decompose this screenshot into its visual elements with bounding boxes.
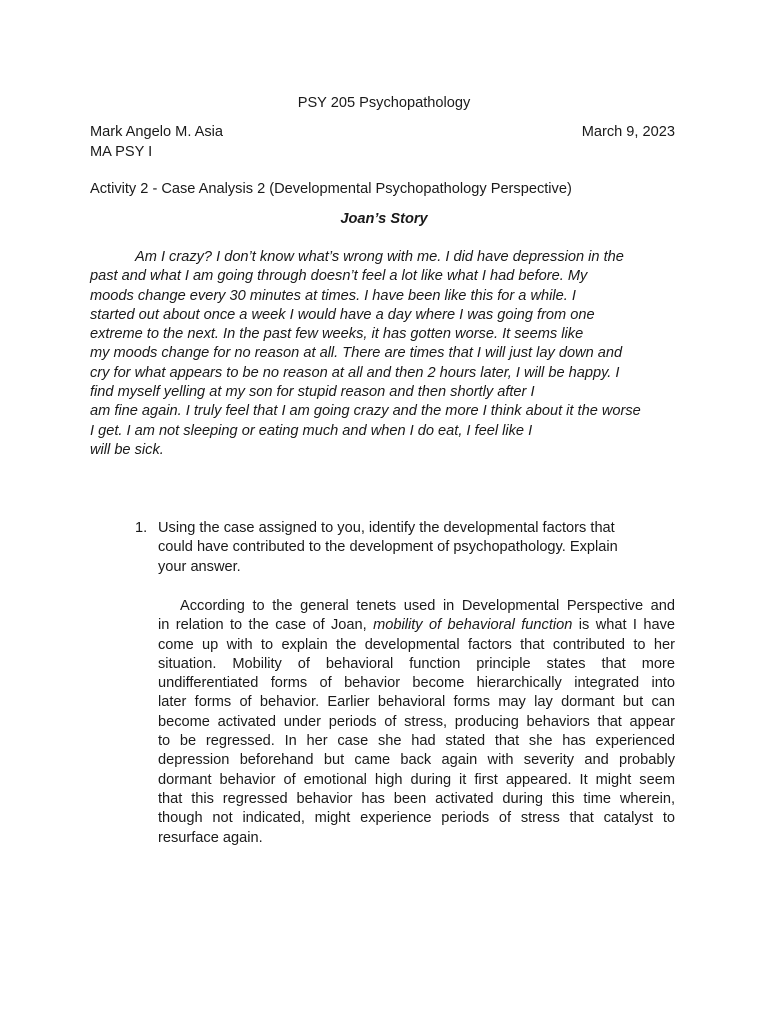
answer-line: that this regressed behavior has been activated during this time wherein, xyxy=(158,790,675,807)
story-paragraph xyxy=(90,248,690,460)
story-line: cry for what appears to be no reason at all and then 2 hours later, I will be happy. I xyxy=(90,364,620,381)
author-name: Mark Angelo M. Asia xyxy=(90,124,224,140)
answer-line: situation. Mobility of behavioral function principle states that more xyxy=(158,655,675,672)
answer-text: is what I have xyxy=(572,617,675,634)
question-line: Using the case assigned to you, identify the developmental factors that xyxy=(158,520,615,536)
story-line: moods change every 30 minutes at times. I have been like this for a while. I xyxy=(90,287,576,304)
answer-line: though not indicated, might experience periods of stress that catalyst to xyxy=(158,810,675,827)
story-line: past and what I am going through doesn’t feel a lot like what I had before. My xyxy=(90,268,588,285)
activity-title: Activity 2 - Case Analysis 2 (Developmental Psychopathology Perspective) xyxy=(90,181,572,197)
question-line: could have contributed to the development of psychopathology. Explain xyxy=(158,539,618,556)
answer-line: resurface again. xyxy=(158,829,263,846)
answer-line: dormant behavior of emotional high during it first appeared. It might seem xyxy=(158,771,675,788)
answer-line: depression beforehand but came back again with severity and probably xyxy=(158,752,675,769)
story-line: Am I crazy? I don’t know what’s wrong with me. I did have depression in the xyxy=(135,249,624,265)
program-label: MA PSY I xyxy=(90,144,153,160)
answer-emphasis: mobility of behavioral function xyxy=(373,617,573,634)
question-line: your answer. xyxy=(158,558,241,575)
course-title: PSY 205 Psychopathology xyxy=(297,95,471,111)
story-line: I get. I am not sleeping or eating much and when I do eat, I feel like I xyxy=(90,422,533,439)
story-line: my moods change for no reason at all. There are times that I will just lay down and xyxy=(90,345,623,362)
document-date: March 9, 2023 xyxy=(581,124,675,140)
answer-line: According to the general tenets used in Developmental Perspective and xyxy=(180,598,675,614)
answer-paragraph xyxy=(158,597,675,848)
story-line: will be sick. xyxy=(90,441,164,458)
answer-line xyxy=(158,616,675,635)
question-text xyxy=(158,519,668,577)
answer-text: in relation to the case of Joan, xyxy=(158,617,374,634)
story-line: find myself yelling at my son for stupid reason and then shortly after I xyxy=(90,384,535,401)
story-line: am fine again. I truly feel that I am going crazy and the more I think about it the worse xyxy=(90,403,641,420)
story-title: Joan’s Story xyxy=(340,211,428,227)
story-line: extreme to the next. In the past few weeks, it has gotten worse. It seems like xyxy=(90,326,584,343)
answer-line: later forms of behavior. Earlier behavioral forms may lay dormant but can xyxy=(158,694,675,711)
answer-line: become activated under periods of stress, producing behaviors that appear xyxy=(158,713,675,730)
question-number: 1. xyxy=(135,520,148,536)
author-row xyxy=(90,123,675,141)
story-line: started out about once a week I would have a day where I was going from one xyxy=(90,306,595,323)
answer-line: to be regressed. In her case she had stated that she has experienced xyxy=(158,733,675,750)
answer-line: undifferentiated forms of behavior become hierarchically integrated into xyxy=(158,675,675,692)
answer-line: come up with to explain the developmental factors that contributed to her xyxy=(158,636,675,653)
